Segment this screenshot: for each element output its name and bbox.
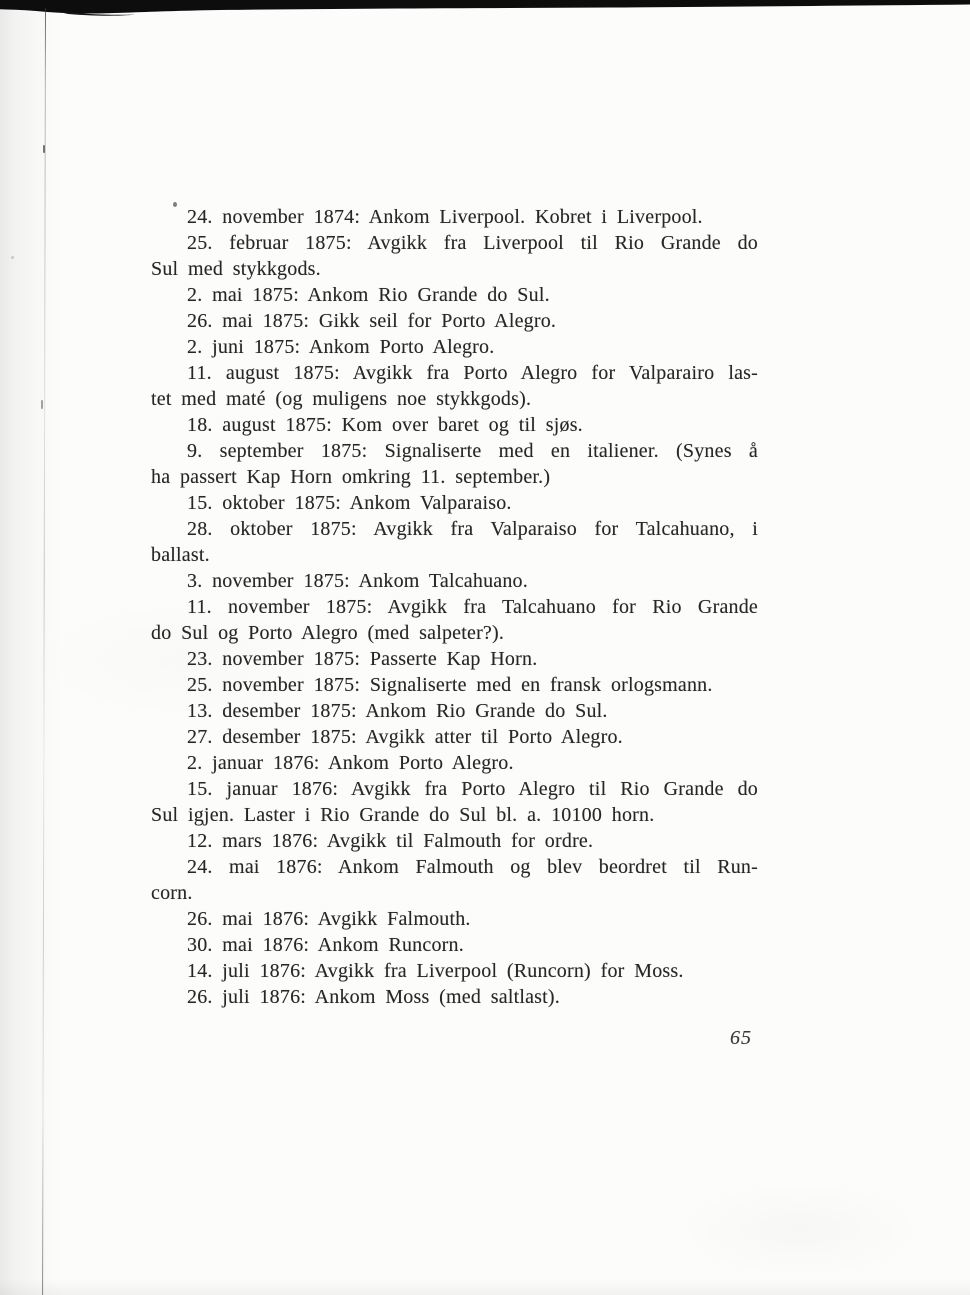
text-line: 15. oktober 1875: Ankom Valparaiso. <box>187 492 512 514</box>
ink-speck <box>11 256 14 259</box>
text-line: 26. juli 1876: Ankom Moss (med saltlast). <box>187 986 560 1008</box>
text-line: 2. juni 1875: Ankom Porto Alegro. <box>187 336 495 358</box>
text-line: 2. januar 1876: Ankom Porto Alegro. <box>187 752 514 774</box>
scan-edge-bar <box>0 0 970 18</box>
text-line: 13. desember 1875: Ankom Rio Grande do Sul. <box>187 700 608 722</box>
text-line: 23. november 1875: Passerte Kap Horn. <box>187 648 538 670</box>
text-line: 11. november 1875: Avgikk fra Talcahuano for Rio Grande <box>187 596 758 618</box>
ink-speck <box>43 145 45 153</box>
text-line: 25. november 1875: Signaliserte med en fransk orlogsmann. <box>187 674 713 696</box>
text-line: Sul med stykkgods. <box>151 258 321 280</box>
text-line: 27. desember 1875: Avgikk atter til Porto Alegro. <box>187 726 623 748</box>
text-line: ballast. <box>151 544 210 566</box>
text-line: 24. november 1874: Ankom Liverpool. Kobret i Liverpool. <box>187 206 703 228</box>
text-line: Sul igjen. Laster i Rio Grande do Sul bl. a. 10100 horn. <box>151 804 655 826</box>
text-line: 11. august 1875: Avgikk fra Porto Alegro for Valparairo las- <box>187 362 758 384</box>
text-line: 24. mai 1876: Ankom Falmouth og blev beordret til Run- <box>187 856 758 878</box>
text-block <box>151 204 758 1010</box>
text-line: 30. mai 1876: Ankom Runcorn. <box>187 934 464 956</box>
text-line: ha passert Kap Horn omkring 11. september.) <box>151 466 551 488</box>
text-line: 26. mai 1876: Avgikk Falmouth. <box>187 908 471 930</box>
text-line: 25. februar 1875: Avgikk fra Liverpool til Rio Grande do <box>187 232 758 254</box>
text-line: 18. august 1875: Kom over baret og til sjøs. <box>187 414 583 436</box>
text-line: corn. <box>151 882 193 904</box>
text-line: do Sul og Porto Alegro (med salpeter?). <box>151 622 505 644</box>
text-line: 15. januar 1876: Avgikk fra Porto Alegro til Rio Grande do <box>187 778 758 800</box>
page-fold-line <box>42 8 46 1295</box>
text-line: 26. mai 1875: Gikk seil for Porto Alegro. <box>187 310 557 332</box>
text-line: 12. mars 1876: Avgikk til Falmouth for ordre. <box>187 830 594 852</box>
page-number: 65 <box>730 1027 752 1049</box>
text-line: tet med maté (og muligens noe stykkgods). <box>151 388 532 410</box>
text-line: 9. september 1875: Signaliserte med en italiener. (Synes å <box>187 440 758 462</box>
text-line: 14. juli 1876: Avgikk fra Liverpool (Runcorn) for Moss. <box>187 960 684 982</box>
text-line: 28. oktober 1875: Avgikk fra Valparaiso for Talcahuano, i <box>187 518 758 540</box>
text-line: 2. mai 1875: Ankom Rio Grande do Sul. <box>187 284 550 306</box>
ink-speck <box>41 400 43 409</box>
text-line: 3. november 1875: Ankom Talcahuano. <box>187 570 528 592</box>
